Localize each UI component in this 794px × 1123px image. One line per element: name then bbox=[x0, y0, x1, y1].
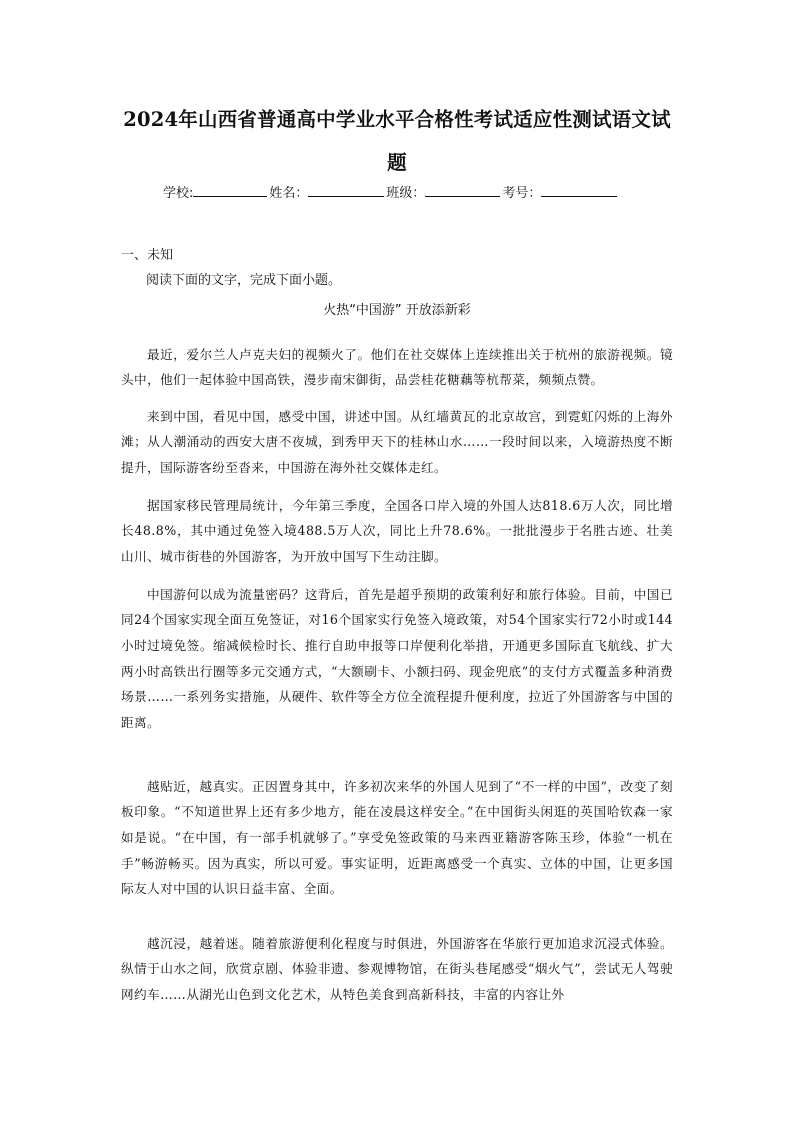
class-blank bbox=[425, 182, 500, 197]
article-paragraph: 越沉浸，越着迷。随着旅游便利化程度与时俱进，外国游客在华旅行更加追求沉浸式体验。纵情于山水之间，欣赏京剧、体验非遗、参观博物馆，在街头巷尾感受“烟火气”，尝试无人驾驶网约车……从湖光山色到文化艺术，从特色美食到高新科技，丰富的内容让外 bbox=[121, 935, 673, 1002]
number-label: 考号： bbox=[502, 186, 542, 201]
class-label: 班级： bbox=[386, 186, 426, 201]
article-title: 火热“中国游” 开放添新彩 bbox=[323, 303, 471, 318]
school-label: 学校: bbox=[163, 186, 194, 201]
number-blank bbox=[541, 182, 617, 197]
article-paragraph: 中国游何以成为流量密码？这背后，首先是超乎预期的政策利好和旅行体验。目前，中国已同24个国家实现全面互免签证，对16个国家实行免签入境政策，对54个国家实行72小时或144小时过境免签。缩减候检时长、推行自助申报等口岸便利化举措，开通更多国际直飞航线、扩大两小时高铁出行圈等多元交通方式，“大额刷卡、小额扫码、现金兜底”的支付方式覆盖多种消费场景……一系列务实措施，从硬件、软件等全方位全流程提升便利度，拉近了外国游客与中国的距离。 bbox=[121, 586, 673, 731]
name-blank bbox=[308, 182, 384, 197]
name-label: 姓名： bbox=[269, 186, 309, 201]
student-info-row bbox=[163, 182, 633, 201]
section-heading: 一、未知 bbox=[121, 248, 174, 263]
article-paragraph: 最近，爱尔兰人卢克夫妇的视频火了。他们在社交媒体上连续推出关于杭州的旅游视频。镜头中，他们一起体验中国高铁，漫步南宋御街，品尝桂花糖藕等杭帮菜，频频点赞。 bbox=[121, 346, 673, 388]
exam-title-line-2: 题 bbox=[387, 151, 407, 174]
school-blank bbox=[193, 182, 267, 197]
exam-title-line-1: 2024年山西省普通高中学业水平合格性考试适应性测试语文试 bbox=[123, 108, 671, 131]
article-paragraph: 据国家移民管理局统计，今年第三季度，全国各口岸入境的外国人达818.6万人次，同比增长48.8%，其中通过免签入境488.5万人次，同比上升78.6%。一批批漫步于名胜古迹、壮美山川、城市街巷的外国游客，为开放中国写下生动注脚。 bbox=[121, 497, 673, 564]
article-paragraph: 来到中国，看见中国，感受中国，讲述中国。从红墙黄瓦的北京故宫，到霓虹闪烁的上海外滩；从人潮涌动的西安大唐不夜城，到秀甲天下的桂林山水……一段时间以来，入境游热度不断提升，国际游客纷至沓来，中国游在海外社交媒体走红。 bbox=[121, 408, 673, 475]
reading-instruction: 阅读下面的文字，完成下面小题。 bbox=[146, 273, 342, 288]
article-paragraph: 越贴近，越真实。正因置身其中，许多初次来华的外国人见到了“不一样的中国”，改变了刻板印象。“不知道世界上还有多少地方，能在凌晨这样安全。”在中国街头闲逛的英国哈钦森一家如是说。“在中国，有一部手机就够了。”享受免签政策的马来西亚籍游客陈玉珍，体验“一机在手”畅游畅买。因为真实，所以可爱。事实证明，近距离感受一个真实、立体的中国，让更多国际友人对中国的认识日益丰富、全面。 bbox=[121, 778, 673, 897]
